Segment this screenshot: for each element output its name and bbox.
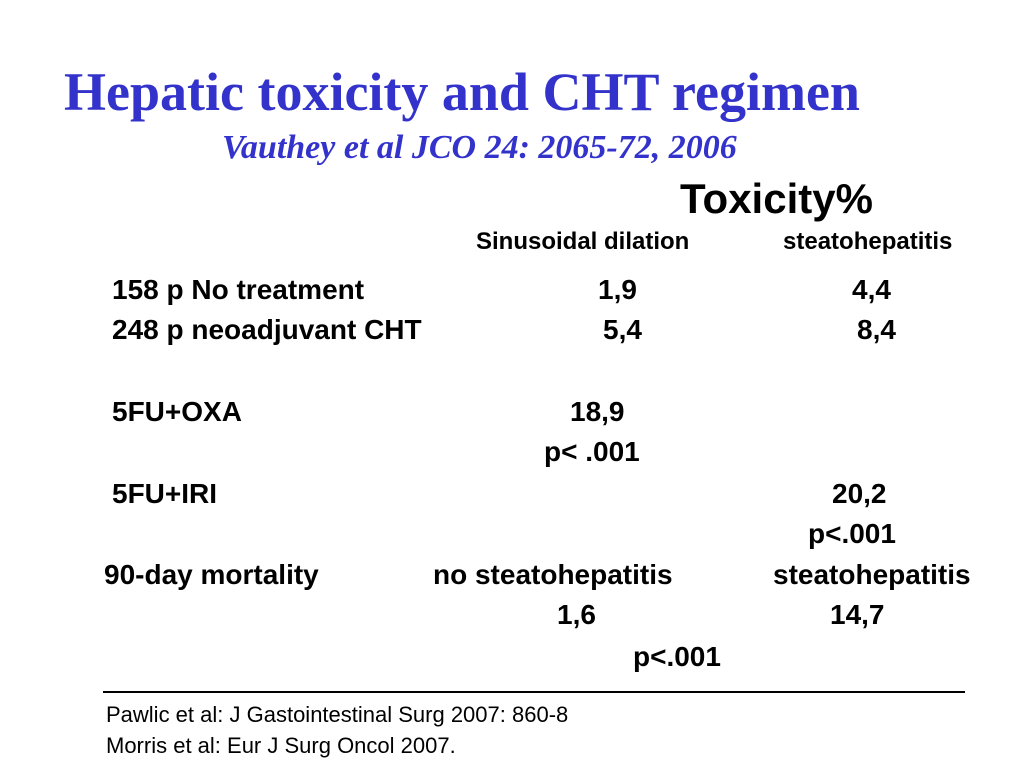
value-neoadjuvant-sinusoidal: 5,4 bbox=[603, 314, 642, 345]
reference-divider bbox=[103, 691, 965, 693]
value-5fu-oxa-sinusoidal: 18,9 bbox=[570, 396, 625, 427]
row-label-5fu-iri: 5FU+IRI bbox=[112, 478, 218, 509]
column-header-sinusoidal: Sinusoidal dilation bbox=[476, 228, 690, 255]
value-no-treatment-steatohepatitis: 4,4 bbox=[852, 274, 891, 305]
row-label-5fu-oxa: 5FU+OXA bbox=[112, 396, 242, 427]
row-label-neoadjuvant: 248 p neoadjuvant CHT bbox=[112, 314, 422, 345]
row-label-no-treatment: 158 p No treatment bbox=[112, 274, 365, 305]
mortality-column-no-steatohepatitis: no steatohepatitis bbox=[433, 559, 673, 590]
toxicity-header: Toxicity% bbox=[680, 175, 873, 222]
reference-morris: Morris et al: Eur J Surg Oncol 2007. bbox=[106, 733, 456, 758]
slide-title: Hepatic toxicity and CHT regimen bbox=[64, 62, 860, 122]
pvalue-5fu-oxa: p< .001 bbox=[544, 436, 640, 467]
value-5fu-iri-steatohepatitis: 20,2 bbox=[832, 478, 887, 509]
mortality-label: 90-day mortality bbox=[104, 559, 319, 590]
pvalue-5fu-iri: p<.001 bbox=[808, 518, 896, 549]
value-no-treatment-sinusoidal: 1,9 bbox=[598, 274, 637, 305]
column-header-steatohepatitis: steatohepatitis bbox=[783, 228, 953, 255]
slide-subtitle: Vauthey et al JCO 24: 2065-72, 2006 bbox=[222, 129, 737, 166]
mortality-pvalue: p<.001 bbox=[633, 641, 721, 672]
mortality-column-steatohepatitis: steatohepatitis bbox=[773, 559, 971, 590]
value-neoadjuvant-steatohepatitis: 8,4 bbox=[857, 314, 896, 345]
mortality-value-steatohepatitis: 14,7 bbox=[830, 599, 885, 630]
mortality-value-no-steatohepatitis: 1,6 bbox=[557, 599, 596, 630]
reference-pawlic: Pawlic et al: J Gastointestinal Surg 2007: 860-8 bbox=[106, 702, 569, 727]
